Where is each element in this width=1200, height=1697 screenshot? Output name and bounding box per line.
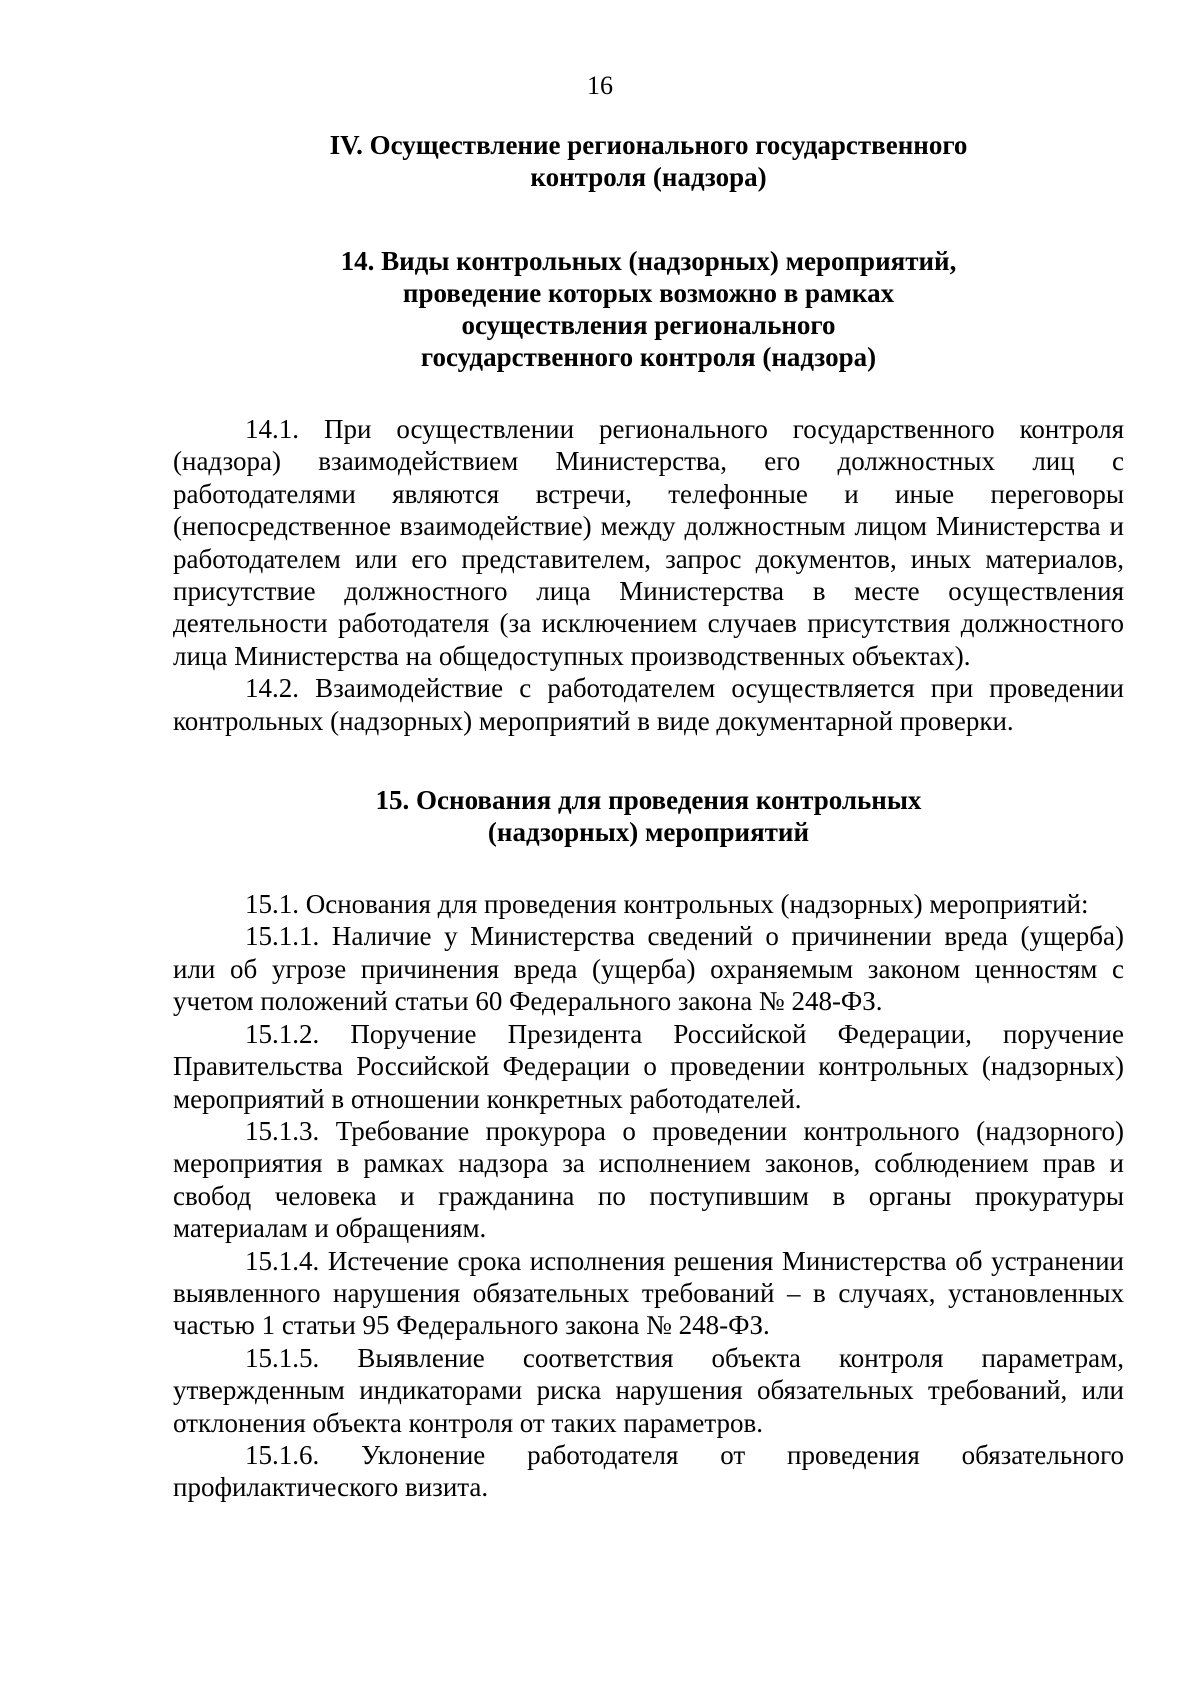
chapter-heading — [173, 129, 1124, 193]
paragraph-15-1: 15.1. Основания для проведения контрольных (надзорных) мероприятий: — [245, 889, 1089, 920]
section-15-heading — [173, 784, 1124, 848]
paragraph-15-1-4: 15.1.4. Истечение срока исполнения решения Министерства об устранении выявленного нарушения обязательных требований – в случаях, установленных частью 1 статьи 95 Федерального закона № 248-ФЗ. — [173, 1245, 1124, 1341]
paragraph-15-1-5: 15.1.5. Выявление соответствия объекта контроля параметрам, утвержденным индикаторами риска нарушения обязательных требований, или отклонения объекта контроля от таких параметров. — [173, 1342, 1124, 1438]
section-14-heading — [173, 245, 1124, 373]
section-14-heading-line-3: осуществления регионального — [461, 310, 836, 340]
paragraph-15-1-2: 15.1.2. Поручение Президента Российской Федерации, поручение Правительства Российской Федерации о проведении контрольных (надзорных) мероприятий в отношении конкретных работодателей. — [173, 1018, 1124, 1114]
page-number: 16 — [587, 71, 613, 100]
section-15-heading-line-2: (надзорных) мероприятий — [487, 817, 810, 848]
paragraph-15-1-6: 15.1.6. Уклонение работодателя от проведения обязательного профилактического визита. — [173, 1439, 1124, 1503]
paragraph-15-1-3: 15.1.3. Требование прокурора о проведении контрольного (надзорного) мероприятия в рамках надзора за исполнением законов, соблюдением прав и свобод человека и гражданина по поступившим в органы прокуратуры материалам и обращениям. — [173, 1115, 1124, 1244]
section-14-heading-line-4: государственного контроля (надзора) — [420, 342, 877, 372]
page-content — [173, 125, 1124, 1504]
section-14-heading-line-2: проведение которых возможно в рамках — [402, 278, 895, 308]
paragraph-14-2: 14.2. Взаимодействие с работодателем осуществляется при проведении контрольных (надзорных) мероприятий в виде документарной проверки. — [173, 673, 1124, 736]
paragraph-15-1-1: 15.1.1. Наличие у Министерства сведений о причинении вреда (ущерба) или об угрозе причинения вреда (ущерба) охраняемым законом ценностям с учетом положений статьи 60 Федерального закона № 248-ФЗ. — [173, 921, 1124, 1017]
chapter-heading-line-1: IV. Осуществление регионального государственного — [329, 130, 968, 160]
section-15-heading-line-1: 15. Основания для проведения контрольных — [375, 785, 922, 816]
chapter-heading-line-2: контроля (надзора) — [530, 162, 767, 192]
section-14-heading-line-1: 14. Виды контрольных (надзорных) мероприятий, — [340, 246, 957, 276]
paragraph-14-1: 14.1. При осуществлении регионального государственного контроля (надзора) взаимодействием Министерства, его должностных лиц с работодателями являются встречи, телефонные и иные переговоры (непосредственное взаимодействие) между должностным лицом Министерства и работодателем или его представителем, запрос документов, иных материалов, присутствие должностного лица Министерства в месте осуществления деятельности работодателя (за исключением случаев присутствия должностного лица Министерства на общедоступных производственных объектах). — [173, 414, 1124, 671]
